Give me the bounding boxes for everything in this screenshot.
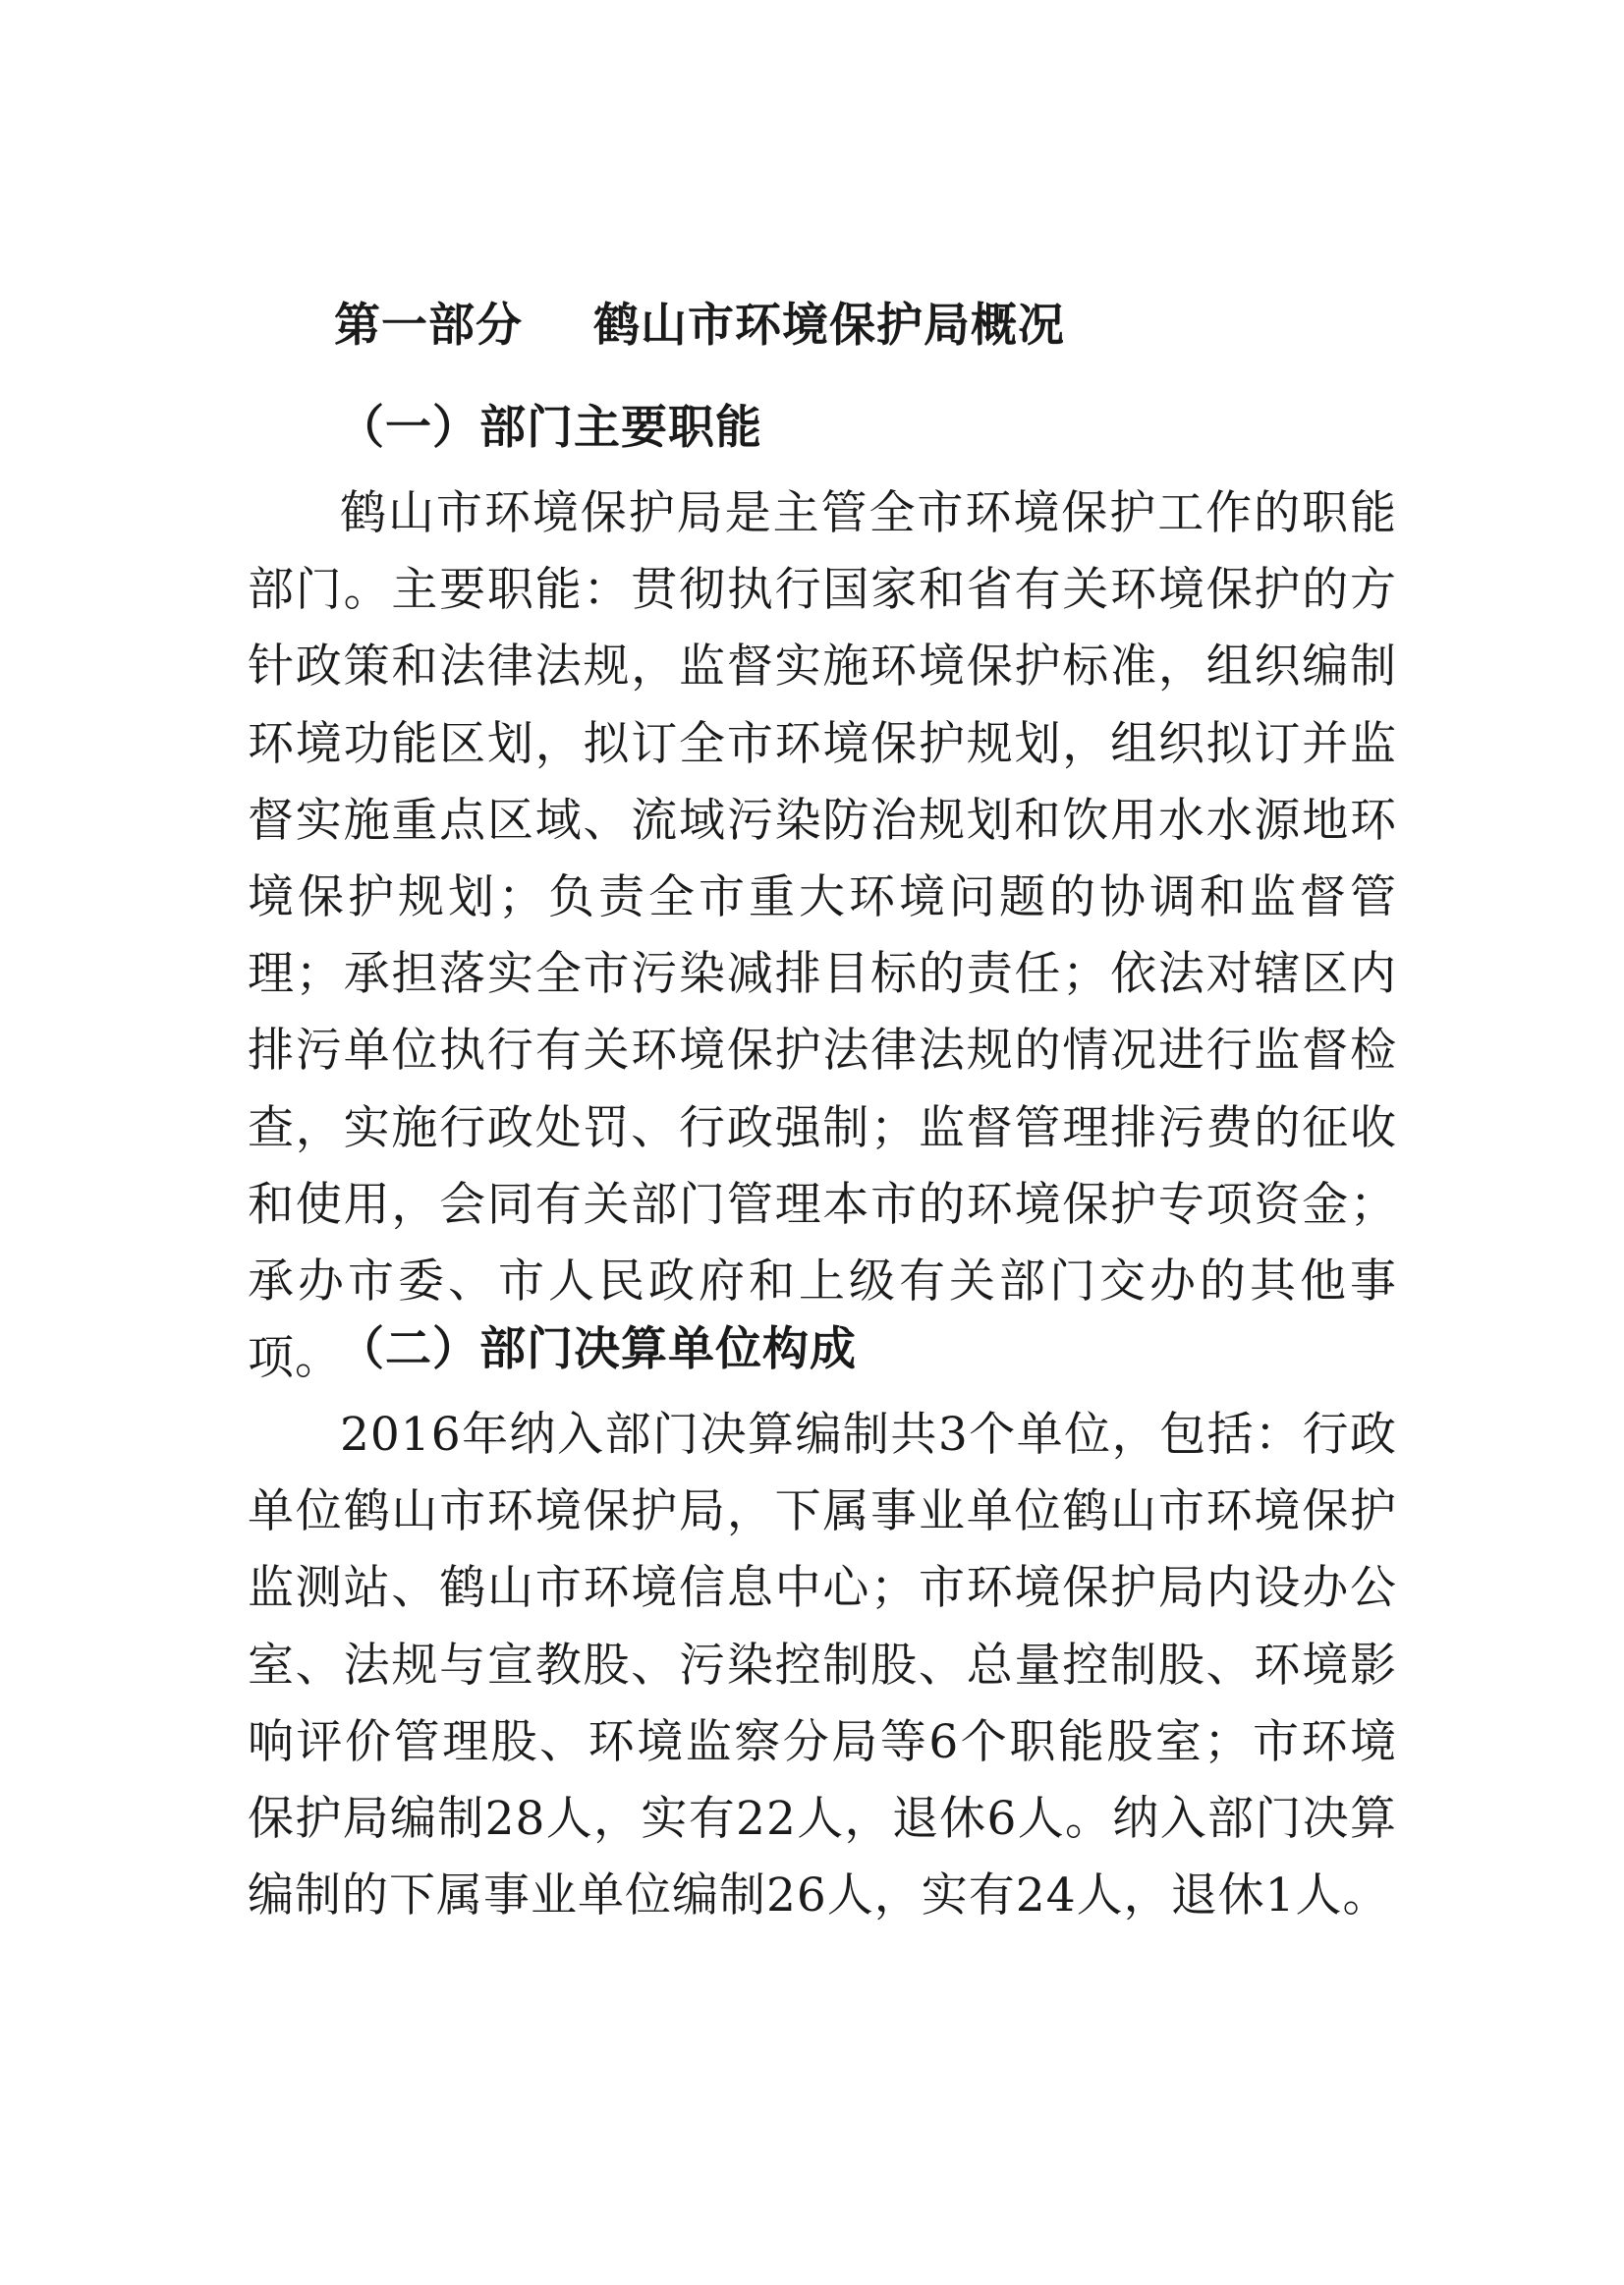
section-heading-units: （二）部门决算单位构成: [338, 1322, 857, 1376]
functions-paragraph: 鹤山市环境保护局是主管全市环境保护工作的职能部门。主要职能：贯彻执行国家和省有关环境保护的方针政策和法律法规，监督实施环境保护标准，组织编制环境功能区划，拟订全市环境保护规划，组织拟订并监督实施重点区域、流域污染防治规划和饮用水水源地环境保护规划；负责全市重大环境问题的协调和监督管理；承担落实全市污染减排目标的责任；依法对辖区内排污单位执行有关环境保护法律法规的情况进行监督检查，实施行政处罚、行政强制；监督管理排污费的征收和使用，会同有关部门管理本市的环境保护专项资金；承办市委、市人民政府和上级有关部门交办的其他事项。: [248, 486, 1397, 1386]
part-label: 第一部分: [334, 299, 523, 353]
units-paragraph: 2016年纳入部门决算编制共3个单位，包括：行政单位鹤山市环境保护局，下属事业单位鹤山市环境保护监测站、鹤山市环境信息中心；市环境保护局内设办公室、法规与宣教股、污染控制股、总量控制股、环境影响评价管理股、环境监察分局等6个职能股室；市环境保护局编制28人，实有22人，退休6人。纳入部门决算编制的下属事业单位编制26人，实有24人，退休1人。: [248, 1408, 1397, 1923]
part-name: 鹤山市环境保护局概况: [593, 299, 1065, 353]
section-heading-functions: （一）部门主要职能: [338, 401, 762, 455]
part-title: [334, 297, 1065, 356]
